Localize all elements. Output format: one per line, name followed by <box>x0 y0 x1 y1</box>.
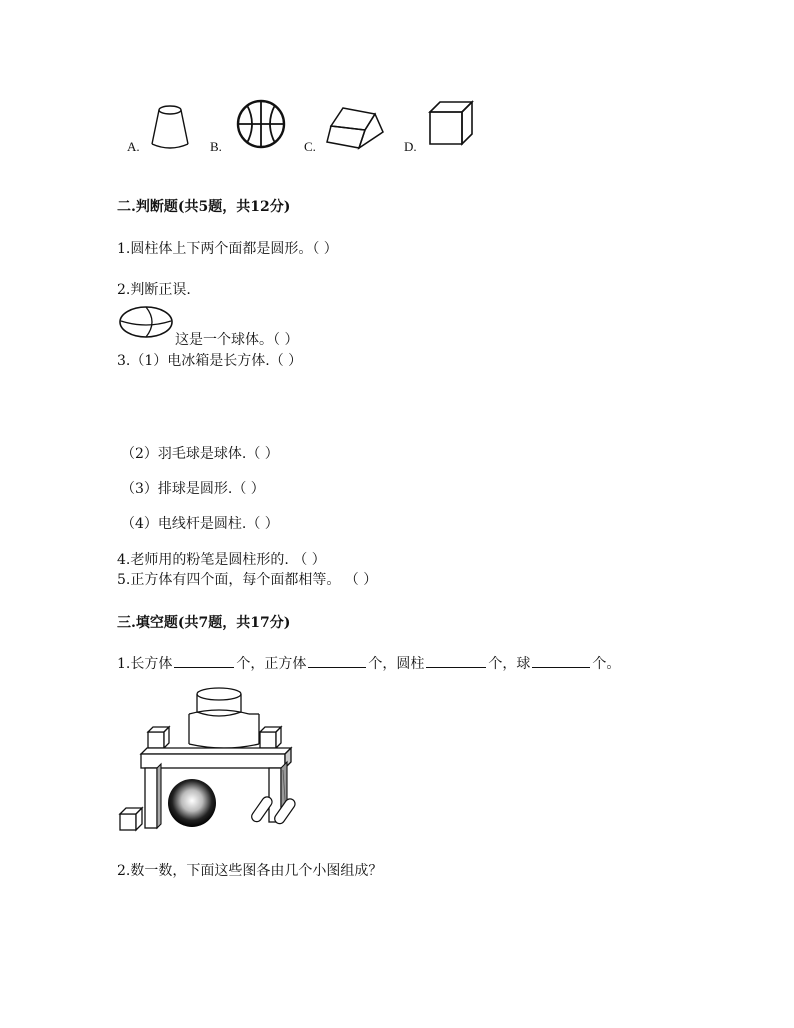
question-2-2-title: 2.判断正误. <box>117 282 191 298</box>
blank-cube[interactable] <box>308 653 366 668</box>
question-2-4: 4.老师用的粉笔是圆柱形的. （ ） <box>117 552 326 568</box>
question-2-3-1: 3.（1）电冰箱是长方体.（ ） <box>117 353 303 369</box>
question-2-1: 1.圆柱体上下两个面都是圆形。（ ） <box>117 241 338 257</box>
robot-solids-figure <box>115 686 320 838</box>
q3-1-part-5: 个。 <box>592 656 621 672</box>
frustum-icon <box>148 104 192 150</box>
option-d-letter: D. <box>404 139 417 154</box>
q3-1-part-1: 1.长方体 <box>117 656 173 672</box>
ellipsoid-figure <box>118 305 174 339</box>
q3-1-part-2: 个，正方体 <box>236 656 307 672</box>
option-c-letter: C. <box>304 139 316 154</box>
trapezoid-prism-icon <box>325 106 385 150</box>
question-2-3-4: （4）电线杆是圆柱.（ ） <box>121 516 279 532</box>
cube-icon <box>426 100 476 150</box>
basketball-icon <box>233 97 289 151</box>
q3-1-part-3: 个，圆柱 <box>368 656 425 672</box>
q3-1-part-4: 个，球 <box>488 656 531 672</box>
question-3-2: 2.数一数，下面这些图各由几个小图组成？ <box>117 863 383 879</box>
question-3-1 <box>117 653 620 673</box>
blank-cuboid[interactable] <box>174 653 234 668</box>
question-2-3-3: （3）排球是圆形.（ ） <box>121 481 265 497</box>
section-three-heading: 三.填空题(共7题，共17分) <box>117 615 291 631</box>
blank-sphere[interactable] <box>532 653 590 668</box>
blank-cylinder[interactable] <box>426 653 486 668</box>
question-2-5: 5.正方体有四个面，每个面都相等。 （ ） <box>117 572 378 588</box>
question-2-3-2: （2）羽毛球是球体.（ ） <box>121 446 279 462</box>
option-a-letter: A. <box>127 139 140 154</box>
option-b-letter: B. <box>210 139 222 154</box>
section-two-heading: 二.判断题(共5题，共12分) <box>117 199 291 215</box>
question-2-2-text: 这是一个球体。（ ） <box>175 332 299 348</box>
